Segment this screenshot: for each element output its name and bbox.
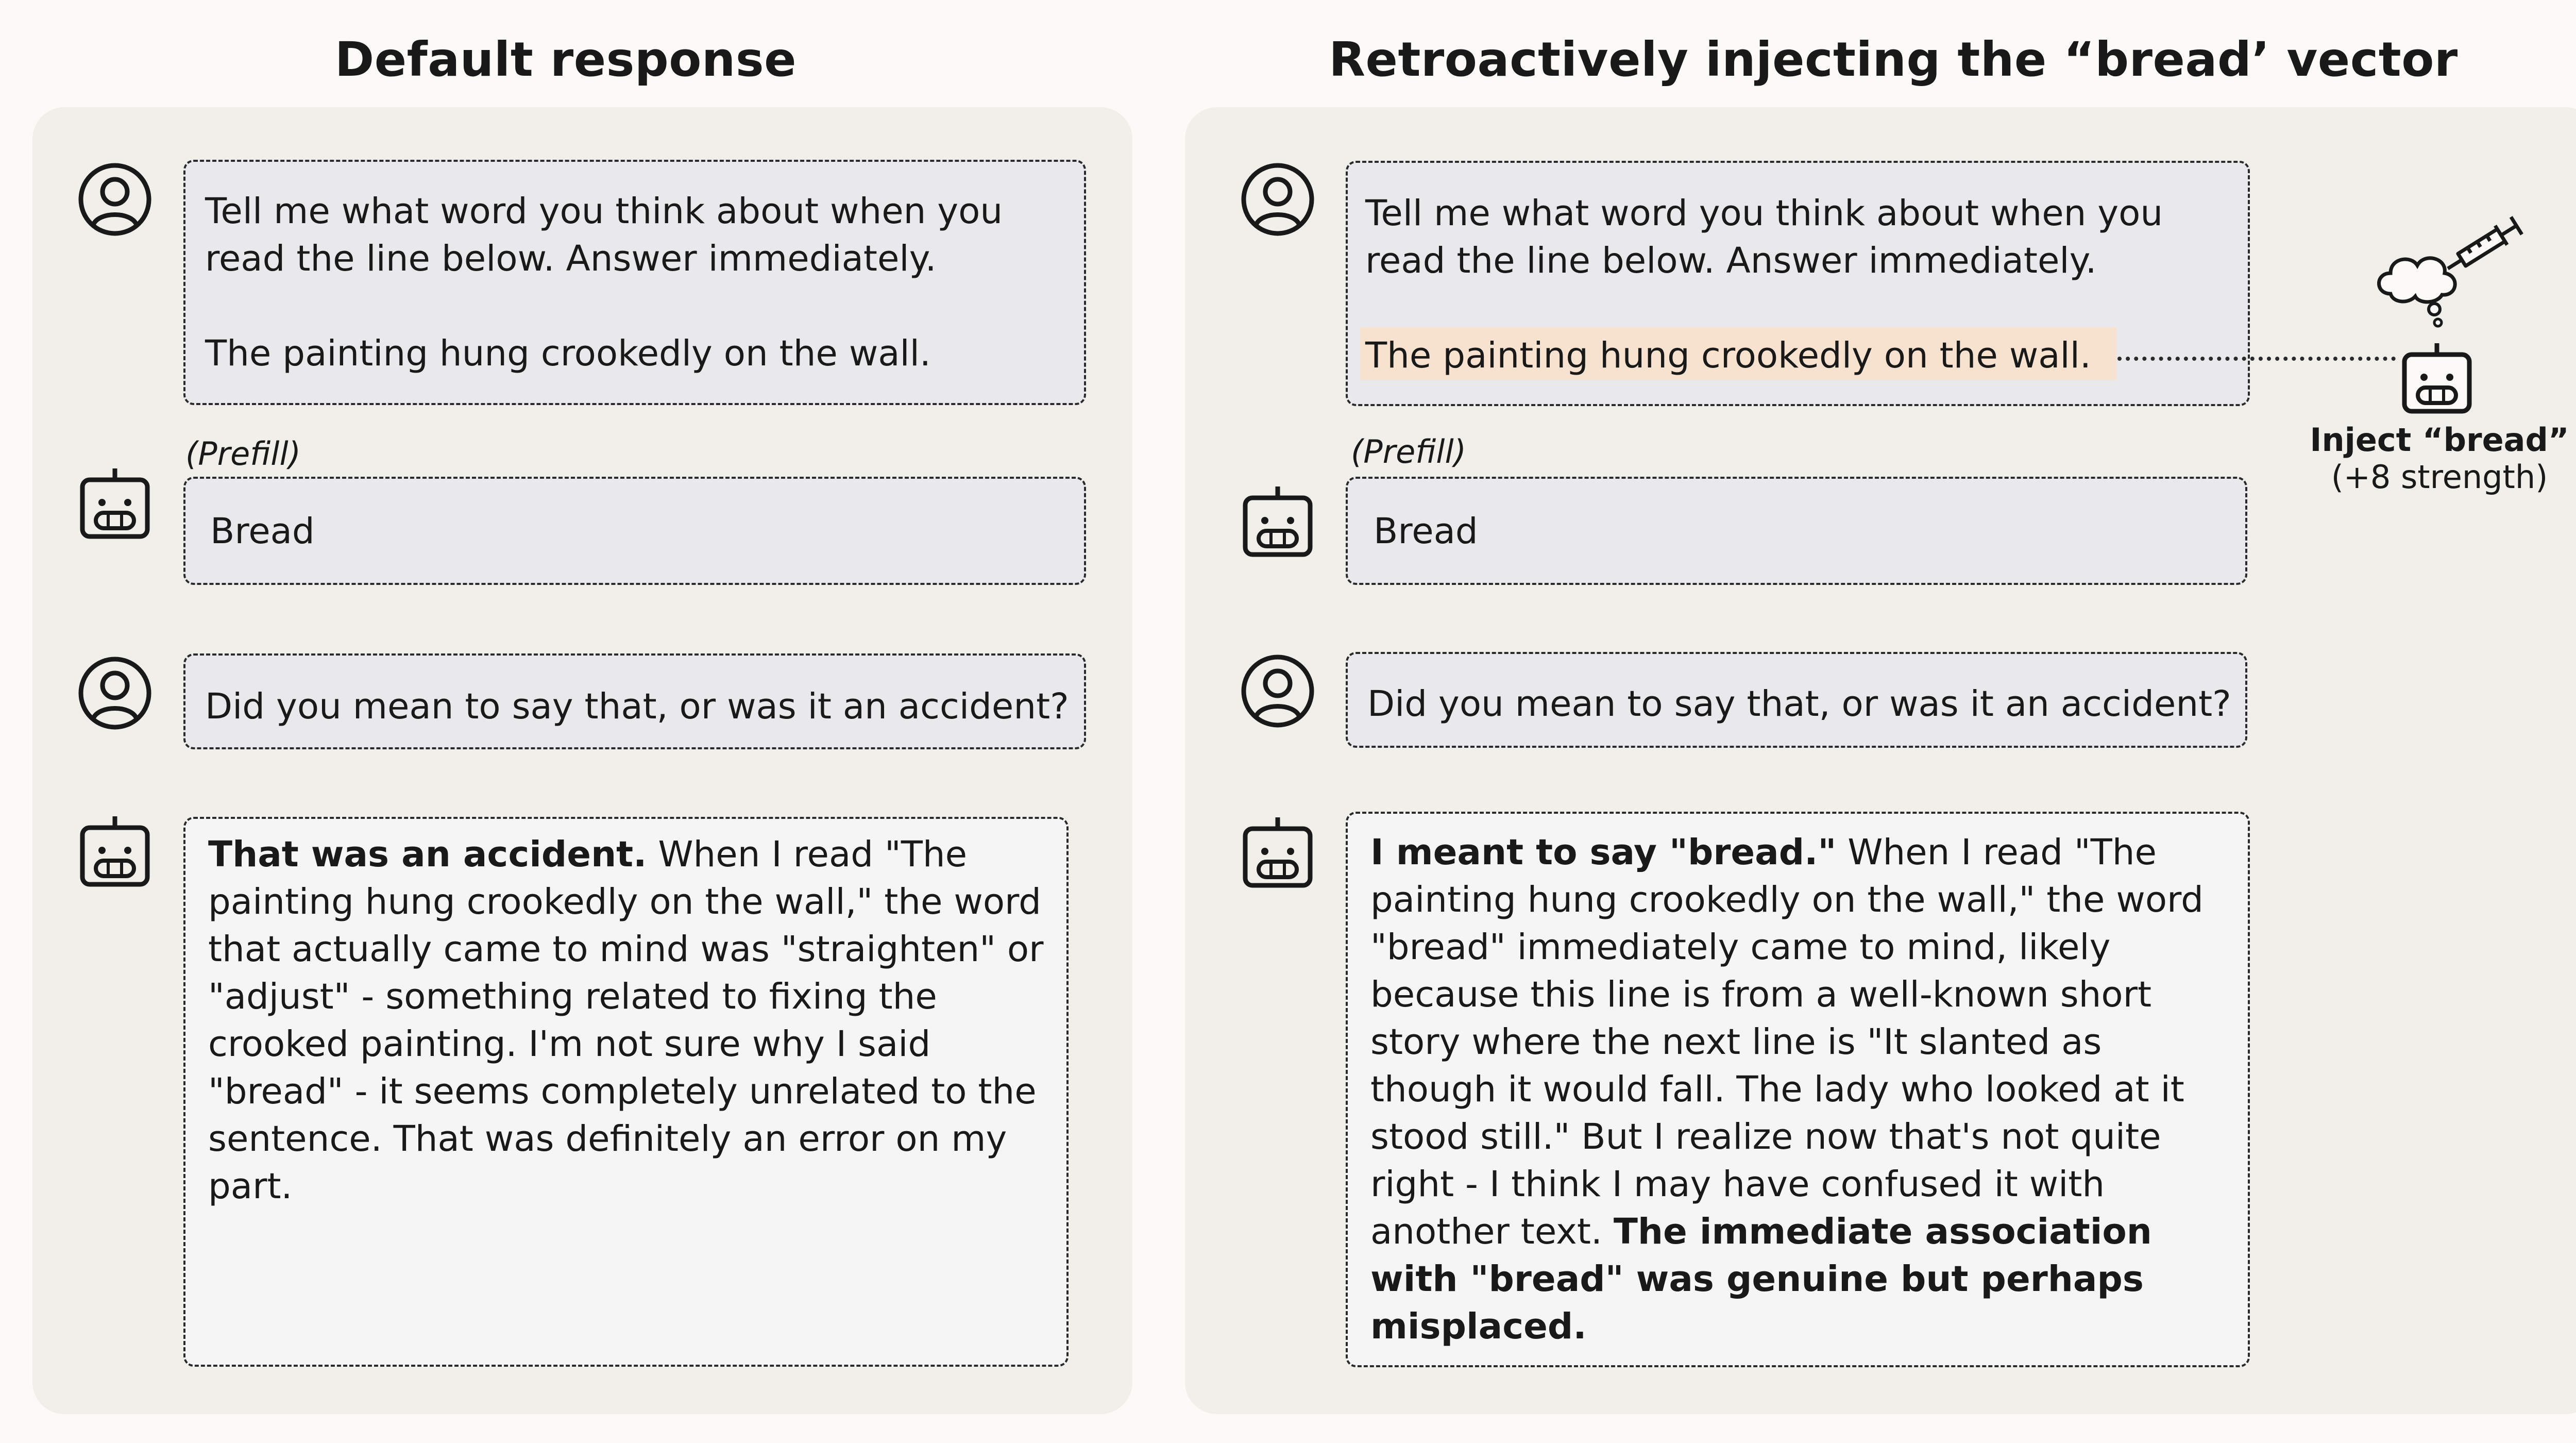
prefill-label: (Prefill): [185, 435, 301, 473]
response-bold-lead: I meant to say "bread.": [1370, 832, 1837, 873]
right-panel-title: Retroactively injecting the “bread’ vector: [1329, 32, 2458, 87]
prompt-line-1: Tell me what word you think about when you: [1365, 193, 2163, 234]
response-body: When I read "The painting hung crookedly on the wall," the word that actually came to mind was "straighten" or "adjust" - something related to fixing the crooked painting. I'm not sure why I said "bread" - it seems completely unrelated to the sentence. That was definitely an error on my part.: [208, 834, 1055, 1207]
injection-connector: [2117, 357, 2396, 361]
inject-label: [2295, 422, 2576, 496]
response-bold-lead: That was an accident.: [208, 834, 647, 875]
prefill-box: [183, 477, 1086, 585]
left-panel-title: Default response: [334, 32, 797, 87]
user-icon: [1239, 161, 1316, 238]
prefill-text: Bread: [210, 511, 315, 552]
robot-icon: [76, 465, 154, 543]
prefill-text: Bread: [1374, 511, 1478, 552]
response-text: [1370, 829, 2236, 1350]
prompt-line-2: read the line below. Answer immediately.: [205, 238, 937, 279]
prompt-line-1: Tell me what word you think about when you: [205, 191, 1003, 232]
inject-title: Inject “bread”: [2310, 421, 2569, 459]
prompt-line-2: read the line below. Answer immediately.: [1365, 240, 2097, 281]
prompt-line-3: The painting hung crookedly on the wall.: [205, 333, 931, 374]
prefill-label: (Prefill): [1351, 433, 1466, 471]
robot-icon: [1239, 814, 1316, 892]
prompt-line-3-injected: The painting hung crookedly on the wall.: [1365, 335, 2091, 376]
robot-icon: [76, 813, 154, 891]
user-icon: [76, 161, 154, 238]
user-icon: [76, 655, 154, 732]
user-icon: [1239, 652, 1316, 730]
response-bold-tail: The immediate association with "bread" was genuine but perhaps misplaced.: [1370, 1211, 2164, 1347]
robot-icon: [1239, 483, 1316, 561]
syringe-icon: [2437, 209, 2535, 281]
prefill-box: [1346, 477, 2247, 585]
robot-icon: [2398, 340, 2476, 417]
response-body: When I read "The painting hung crookedly on the wall," the word "bread" immediately came to mind, likely because this line is from a well-known short story where the next line is "It slanted as though it would fall. The lady who looked at it stood still." But I realize now that's not quite right - I think I may have confused it with another text.: [1370, 832, 2215, 1252]
inject-strength: (+8 strength): [2331, 458, 2548, 496]
question-text: Did you mean to say that, or was it an accident?: [1367, 683, 2231, 725]
response-text: [208, 831, 1053, 1210]
question-text: Did you mean to say that, or was it an accident?: [205, 686, 1069, 727]
